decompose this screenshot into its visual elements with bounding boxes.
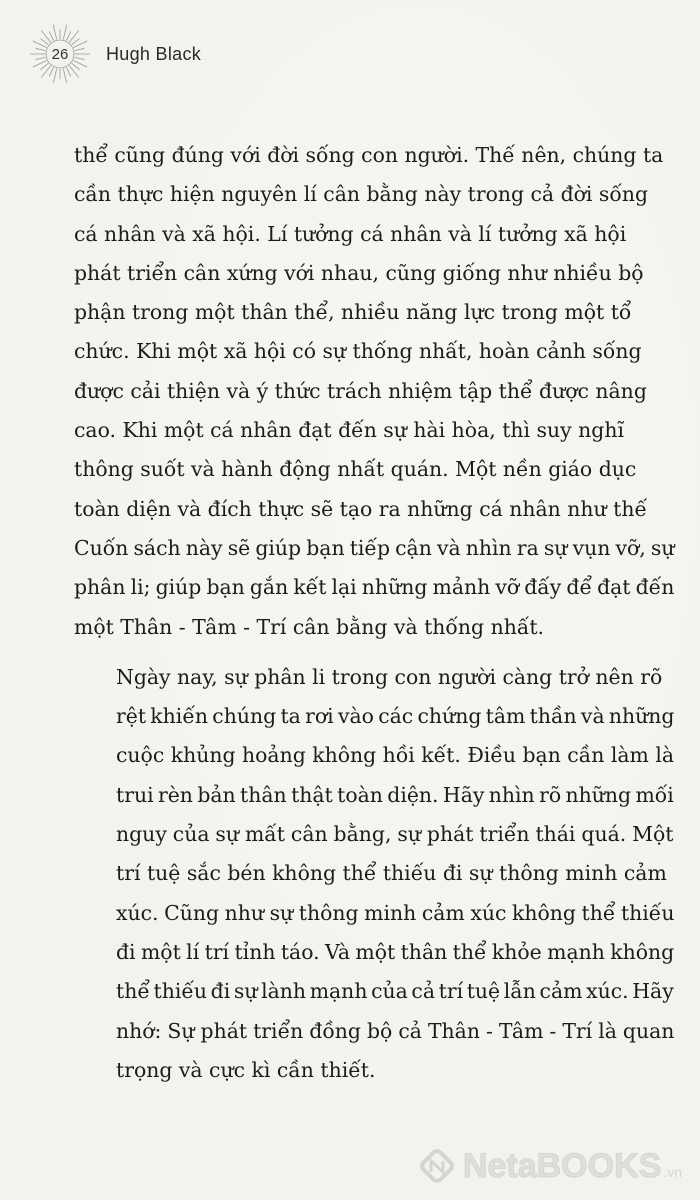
paragraph-1-line: một Thân - Tâm - Trí cân bằng và thống nhất. — [74, 614, 544, 639]
watermark-suffix: .vn — [663, 1164, 682, 1180]
paragraph-2-line: trui rèn bản thân thật toàn diện. Hãy nhìn rõ những mối — [116, 782, 674, 807]
page-number: 26 — [51, 45, 69, 63]
paragraph-2-line: cuộc khủng hoảng không hồi kết. Điều bạn cần làm là — [116, 743, 675, 768]
paragraph-2-line: thể thiếu đi sự lành mạnh của cả trí tuệ lẫn cảm xúc. Hãy — [116, 979, 674, 1004]
watermark — [417, 1146, 682, 1186]
paragraph-1-line: thông suốt và hành động nhất quán. Một nền giáo dục — [74, 457, 637, 482]
paragraph-1-line: Cuốn sách này sẽ giúp bạn tiếp cận và nhìn ra sự vụn vỡ, sự — [74, 535, 675, 560]
paragraph-2-line: xúc. Cũng như sự thông minh cảm xúc không thể thiếu — [116, 900, 675, 925]
running-head-author: Hugh Black — [106, 43, 202, 64]
paragraph-2-line: rệt khiến chúng ta rơi vào các chứng tâm thần và những — [116, 704, 675, 729]
paragraph-1-line: cần thực hiện nguyên lí cân bằng này trong cả đời sống — [74, 182, 649, 207]
paragraph-1-line: phận trong một thân thể, nhiều năng lực trong một tổ — [74, 300, 632, 325]
paragraph-2-line: trọng và cực kì cần thiết. — [116, 1057, 376, 1082]
body-text — [74, 136, 674, 1090]
paragraph-2-line: nguy của sự mất cân bằng, sự phát triển thái quá. Một — [116, 822, 674, 847]
paragraph-1-line: thể cũng đúng với đời sống con người. Thế nên, chúng ta — [74, 143, 664, 167]
paragraph-1 — [74, 136, 674, 647]
paragraph-1-line: cao. Khi một cá nhân đạt đến sự hài hòa, thì suy nghĩ — [74, 418, 624, 443]
paragraph-2-line: Ngày nay, sự phân li trong con người càng trở nên rõ — [116, 664, 663, 689]
watermark-brand: NetaBOOKS — [462, 1146, 662, 1185]
paragraph-1-line: chức. Khi một xã hội có sự thống nhất, hoàn cảnh sống — [74, 339, 642, 364]
paragraph-1-line: phân li; giúp bạn gắn kết lại những mảnh vỡ đấy để đạt đến — [74, 575, 675, 600]
paragraph-1-line: phát triển cân xứng với nhau, cũng giống như nhiều bộ — [74, 260, 644, 285]
netabooks-logo-icon — [417, 1146, 457, 1186]
page-header — [28, 24, 201, 84]
paragraph-2-line: nhớ: Sự phát triển đồng bộ cả Thân - Tâm - Trí là quan — [116, 1018, 675, 1043]
paragraph-2-line: đi một lí trí tỉnh táo. Và một thân thể khỏe mạnh không — [116, 939, 675, 964]
paragraph-1-line: toàn diện và đích thực sẽ tạo ra những cá nhân như thế — [74, 496, 648, 521]
paragraph-2 — [74, 658, 674, 1090]
sun-ornament-icon — [28, 22, 92, 86]
paragraph-2-line: trí tuệ sắc bén không thể thiếu đi sự thông minh cảm — [116, 861, 667, 886]
paragraph-1-line: cá nhân và xã hội. Lí tưởng cá nhân và lí tưởng xã hội — [74, 221, 627, 246]
paragraph-1-line: được cải thiện và ý thức trách nhiệm tập thể được nâng — [74, 378, 647, 403]
